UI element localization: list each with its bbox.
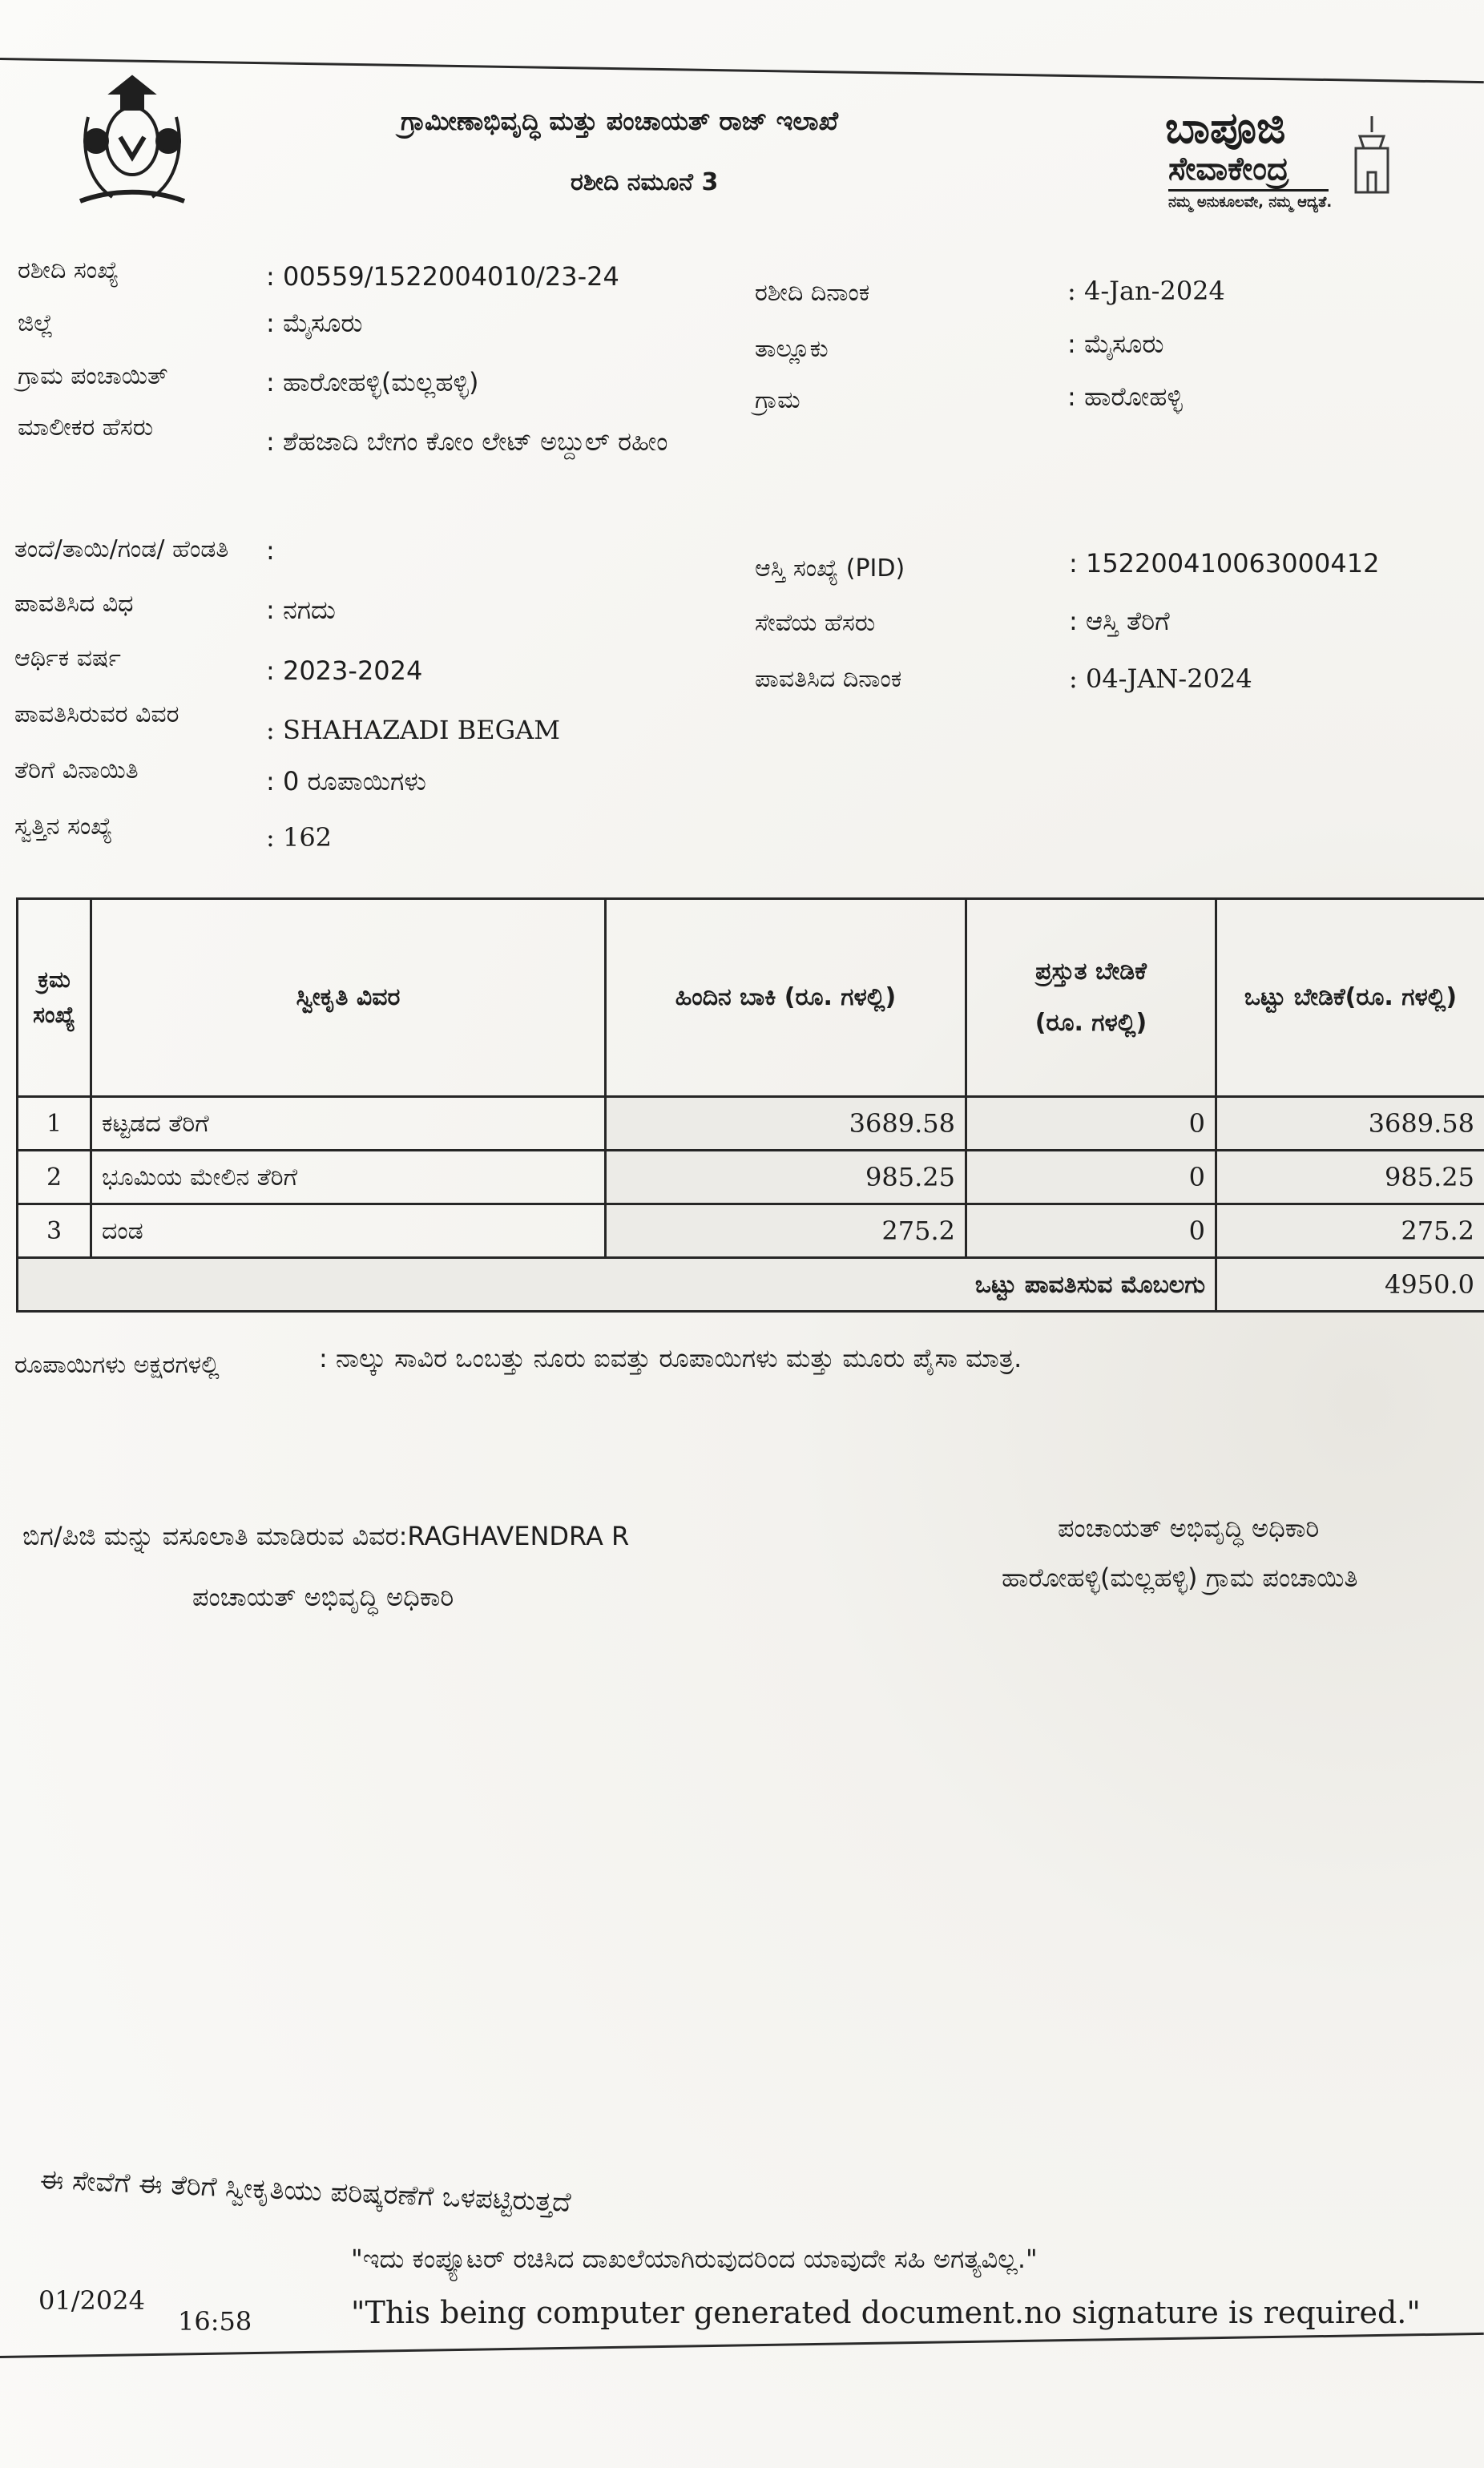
row-total: 3689.58	[1216, 1097, 1484, 1151]
property-no-value: : 162	[266, 822, 333, 853]
col-header-current: ಪ್ರಸ್ತುತ ಬೇಡಿಕೆ (ರೂ. ಗಳಲ್ಲಿ)	[966, 899, 1216, 1097]
logo-sub: ಸೇವಾಕೇಂದ್ರ	[1168, 151, 1289, 188]
col-header-description: ಸ್ವೀಕೃತಿ ವಿವರ	[91, 899, 606, 1097]
paid-date-label: ಪಾವತಿಸಿದ ದಿನಾಂಕ	[755, 665, 902, 693]
pid-label: ಆಸ್ತಿ ಸಂಖ್ಯೆ (PID)	[755, 554, 905, 583]
collector-line1: ಬಿಗ/ಪಿಜಿ ಮನ್ನು ವಸೂಲಾತಿ ಮಾಡಿರುವ ವಿವರ:RAGHAVENDRA R	[22, 1521, 630, 1551]
receipt-no-value: : 00559/1522004010/23-24	[266, 261, 619, 292]
tax-exemption-value: : 0 ರೂಪಾಯಿಗಳು	[266, 766, 426, 796]
owner-label: ಮಾಲೀಕರ ಹೆಸರು	[18, 413, 154, 442]
officer-line1: ಪಂಚಾಯತ್ ಅಭಿವೃದ್ಧಿ ಅಧಿಕಾರಿ	[1058, 1513, 1320, 1543]
payer-label: ಪಾವತಿಸಿರುವರ ವಿವರ	[14, 700, 179, 728]
print-date: 01/2024	[38, 2285, 145, 2316]
tax-exemption-label: ತೆರಿಗೆ ವಿನಾಯಿತಿ	[14, 756, 139, 784]
row-description: ದಂಡ	[91, 1204, 606, 1258]
fin-year-label: ಆರ್ಥಿಕ ವರ್ಷ	[14, 644, 121, 672]
service-label: ಸೇವೆಯ ಹೆಸರು	[755, 609, 876, 637]
karnataka-emblem-icon	[64, 61, 200, 213]
officer-line2: ಹಾರೋಹಳ್ಳಿ(ಮಲ್ಲಹಳ್ಳಿ) ಗ್ರಾಮ ಪಂಚಾಯಿತಿ	[1002, 1563, 1358, 1593]
row-description: ಕಟ್ಟಡದ ತೆರಿಗೆ	[91, 1097, 606, 1151]
table-row	[18, 1204, 1484, 1258]
department-title: ಗ್ರಾಮೀಣಾಭಿವೃದ್ಧಿ ಮತ್ತು ಪಂಚಾಯತ್ ರಾಜ್ ಇಲಾಖೆ	[401, 106, 839, 136]
col-header-serial: ಕ್ರಮ ಸಂಖ್ಯೆ	[18, 899, 91, 1097]
row-total: 275.2	[1216, 1204, 1484, 1258]
receipt-no-label: ರಶೀದಿ ಸಂಖ್ಯೆ	[18, 256, 119, 284]
payer-value: : SHAHAZADI BEGAM	[266, 715, 561, 745]
taluk-value: : ಮೈಸೂರು	[1067, 329, 1164, 359]
relation-label: ತಂದೆ/ತಾಯಿ/ಗಂಡ/ ಹೆಂಡತಿ	[14, 535, 229, 563]
english-notice: "This being computer generated document.no signature is required."	[351, 2295, 1421, 2330]
logo-underline	[1168, 189, 1329, 192]
table-header-row	[18, 899, 1484, 1097]
village-label: ಗ್ರಾಮ	[755, 386, 800, 414]
row-current: 0	[966, 1204, 1216, 1258]
fin-year-value: : 2023-2024	[266, 655, 423, 686]
table-total-row	[18, 1258, 1484, 1312]
row-serial: 1	[18, 1097, 91, 1151]
amount-words-label: ರೂಪಾಯಿಗಳು ಅಕ್ಷರಗಳಲ್ಲಿ	[14, 1351, 220, 1379]
owner-value: : ಶೆಹಜಾದಿ ಬೇಗಂ ಕೋಂ ಲೇಟ್ ಅಬ್ದುಲ್ ರಹೀಂ	[266, 426, 668, 457]
col-header-total: ಒಟ್ಟು ಬೇಡಿಕೆ(ರೂ. ಗಳಲ್ಲಿ)	[1216, 899, 1484, 1097]
service-value: : ಆಸ್ತಿ ತೆರಿಗೆ	[1069, 606, 1170, 636]
property-no-label: ಸ್ವತ್ತಿನ ಸಂಖ್ಯೆ	[14, 813, 113, 841]
relation-value: :	[266, 535, 275, 566]
village-value: : ಹಾರೋಹಳ್ಳಿ	[1067, 381, 1183, 412]
logo-tagline: ನಮ್ಮ ಅನುಕೂಲವೇ, ನಮ್ಮ ಆದ್ಯತೆ.	[1168, 194, 1333, 211]
district-value: : ಮೈಸೂರು	[266, 308, 363, 338]
collector-line2: ಪಂಚಾಯತ್ ಅಭಿವೃದ್ಧಿ ಅಧಿಕಾರಿ	[192, 1582, 454, 1612]
print-time: 16:58	[178, 2306, 252, 2337]
amount-words-value: : ನಾಲ್ಕು ಸಾವಿರ ಒಂಬತ್ತು ನೂರು ಐವತ್ತು ರೂಪಾಯಿಗಳು ಮತ್ತು ಮೂರು ಪೈಸಾ ಮಾತ್ರ.	[319, 1343, 1022, 1373]
row-previous: 3689.58	[606, 1097, 966, 1151]
total-label: ಒಟ್ಟು ಪಾವತಿಸುವ ಮೊಬಲಗು	[18, 1258, 1216, 1312]
temple-icon	[1340, 112, 1404, 200]
kannada-notice: "ಇದು ಕಂಪ್ಯೂಟರ್ ರಚಿಸಿದ ದಾಖಲೆಯಾಗಿರುವುದರಿಂದ ಯಾವುದೇ ಸಹಿ ಅಗತ್ಯವಿಲ್ಲ."	[351, 2244, 1038, 2274]
row-previous: 275.2	[606, 1204, 966, 1258]
paid-date-value: : 04-JAN-2024	[1069, 663, 1252, 694]
payment-mode-label: ಪಾವತಿಸಿದ ವಿಧ	[14, 590, 134, 618]
pid-value: : 152200410063000412	[1069, 548, 1380, 579]
row-previous: 985.25	[606, 1151, 966, 1204]
row-current: 0	[966, 1097, 1216, 1151]
total-value: 4950.0	[1216, 1258, 1484, 1312]
row-serial: 3	[18, 1204, 91, 1258]
form-name: ರಶೀದಿ ನಮೂನೆ 3	[571, 168, 719, 196]
receipt-date-label: ರಶೀದಿ ದಿನಾಂಕ	[755, 279, 870, 307]
row-serial: 2	[18, 1151, 91, 1204]
row-description: ಭೂಮಿಯ ಮೇಲಿನ ತೆರಿಗೆ	[91, 1151, 606, 1204]
payment-mode-value: : ನಗದು	[266, 595, 336, 625]
table-row	[18, 1097, 1484, 1151]
logo-name: ಬಾಪೂಜಿ	[1165, 103, 1286, 153]
gp-label: ಗ್ರಾಮ ಪಂಚಾಯಿತ್	[18, 362, 168, 390]
receipt-table	[16, 897, 1484, 1313]
revision-note: ಈ ಸೇವೆಗೆ ಈ ತೆರಿಗೆ ಸ್ವೀಕೃತಿಯು ಪರಿಷ್ಕರಣೆಗೆ ಒಳಪಟ್ಟಿರುತ್ತದೆ	[39, 2164, 572, 2219]
top-border	[0, 58, 1484, 83]
row-total: 985.25	[1216, 1151, 1484, 1204]
receipt-date-value: : 4-Jan-2024	[1067, 276, 1225, 306]
district-label: ಜಿಲ್ಲೆ	[18, 309, 54, 337]
taluk-label: ತಾಲ್ಲೂಕು	[755, 335, 829, 363]
col-header-previous: ಹಿಂದಿನ ಬಾಕಿ (ರೂ. ಗಳಲ್ಲಿ)	[606, 899, 966, 1097]
row-current: 0	[966, 1151, 1216, 1204]
gp-value: : ಹಾರೋಹಳ್ಳಿ(ಮಲ್ಲಹಳ್ಳಿ)	[266, 367, 479, 397]
table-row	[18, 1151, 1484, 1204]
